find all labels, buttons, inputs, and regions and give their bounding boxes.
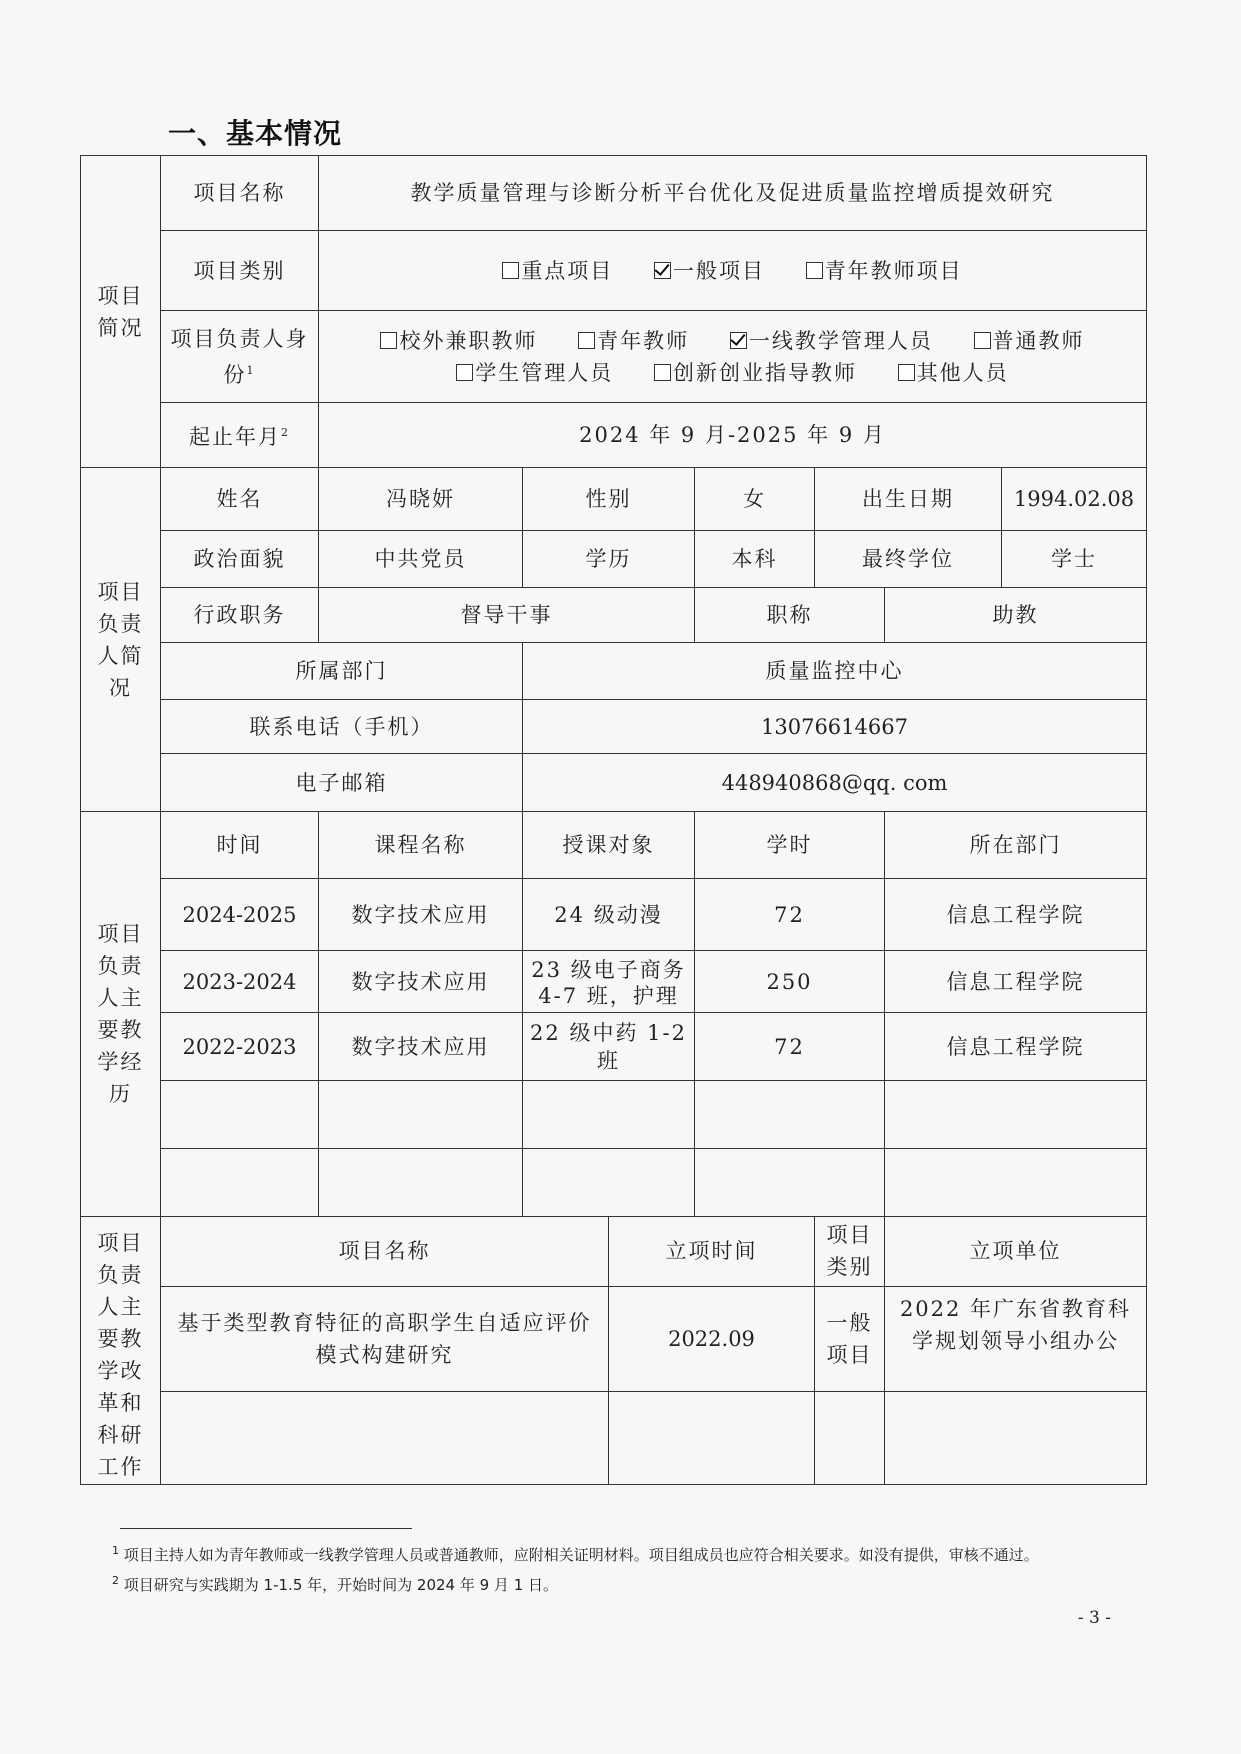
checkbox-empty-icon [898, 364, 915, 381]
teaching-header-time: 时间 [161, 812, 319, 879]
teaching-cell: 数字技术应用 [319, 1013, 523, 1081]
page-number: - 3 - [1077, 1608, 1111, 1628]
checkbox-empty-icon [456, 364, 473, 381]
teaching-cell: 2022-2023 [161, 1013, 319, 1081]
section-label-project-summary: 项目简况 [81, 156, 161, 468]
checkbox-checked-icon [730, 332, 747, 349]
teaching-cell: 信息工程学院 [885, 879, 1147, 951]
teaching-cell: 72 [695, 1013, 885, 1081]
category-option-general[interactable]: 一般项目 [654, 255, 765, 287]
section-label-reform-research: 项目负责人主要教学改革和科研工作 [81, 1217, 161, 1485]
table-row [81, 1286, 1147, 1392]
checkbox-empty-icon [380, 332, 397, 349]
table-row-empty [81, 1149, 1147, 1217]
research-cell: 一般项目 [815, 1286, 885, 1392]
email-label: 电子邮箱 [161, 754, 523, 812]
research-header-date: 立项时间 [609, 1217, 815, 1287]
teaching-cell: 数字技术应用 [319, 879, 523, 951]
section-heading: 一、基本情况 [168, 117, 343, 150]
research-header-unit: 立项单位 [885, 1217, 1147, 1287]
leader-gender-value: 女 [695, 468, 815, 531]
table-row [81, 951, 1147, 1013]
identity-option-frontline-admin[interactable]: 一线教学管理人员 [730, 325, 933, 357]
political-value: 中共党员 [319, 531, 523, 588]
period-value: 2024 年 9 月-2025 年 9 月 [319, 403, 1147, 468]
identity-option-external[interactable]: 校外兼职教师 [380, 325, 537, 357]
teaching-cell: 2023-2024 [161, 951, 319, 1013]
footnotes [112, 1538, 1122, 1598]
leader-name-value: 冯晓妍 [319, 468, 523, 531]
phone-value: 13076614667 [523, 700, 1147, 754]
leader-birth-label: 出生日期 [815, 468, 1002, 531]
teaching-header-audience: 授课对象 [523, 812, 695, 879]
teaching-header-hours: 学时 [695, 812, 885, 879]
section-label-leader-summary: 项目负责人简况 [81, 468, 161, 812]
identity-label: 项目负责人身份$^1$ [161, 311, 319, 403]
table-row-empty [81, 1081, 1147, 1149]
research-cell: 2022.09 [609, 1286, 815, 1392]
period-label: 起止年月$^2$ [161, 403, 319, 468]
table-row [81, 1013, 1147, 1081]
leader-gender-label: 性别 [523, 468, 695, 531]
basic-info-form [80, 155, 1147, 1485]
professional-title-value: 助教 [885, 588, 1147, 643]
category-option-key[interactable]: 重点项目 [502, 255, 613, 287]
teaching-cell: 2024-2025 [161, 879, 319, 951]
research-header-category: 项目类别 [815, 1217, 885, 1287]
identity-option-young[interactable]: 青年教师 [578, 325, 689, 357]
research-header-name: 项目名称 [161, 1217, 609, 1287]
leader-birth-value: 1994.02.08 [1002, 468, 1147, 531]
teaching-cell: 信息工程学院 [885, 951, 1147, 1013]
teaching-cell: 72 [695, 879, 885, 951]
checkbox-empty-icon [974, 332, 991, 349]
department-value: 质量监控中心 [523, 643, 1147, 700]
admin-position-label: 行政职务 [161, 588, 319, 643]
teaching-cell: 250 [695, 951, 885, 1013]
email-value: 448940868@qq. com [523, 754, 1147, 812]
project-name-value: 教学质量管理与诊断分析平台优化及促进质量监控增质提效研究 [319, 156, 1147, 231]
footnote-divider [120, 1528, 412, 1529]
identity-option-innovation[interactable]: 创新创业指导教师 [654, 357, 857, 389]
teaching-header-course: 课程名称 [319, 812, 523, 879]
education-label: 学历 [523, 531, 695, 588]
footnote-2: $^2$ 项目研究与实践期为 1-1.5 年，开始时间为 2024 年 9 月 1 日。 [112, 1574, 558, 1594]
political-label: 政治面貌 [161, 531, 319, 588]
phone-label: 联系电话（手机） [161, 700, 523, 754]
department-label: 所属部门 [161, 643, 523, 700]
education-value: 本科 [695, 531, 815, 588]
table-row [81, 879, 1147, 951]
checkbox-empty-icon [654, 364, 671, 381]
project-category-options [319, 231, 1147, 311]
footnote-1: $^1$ 项目主持人如为青年教师或一线教学管理人员或普通教师，应附相关证明材料。项目组成员也应符合相关要求。如没有提供，审核不通过。 [112, 1544, 1039, 1564]
identity-option-regular[interactable]: 普通教师 [974, 325, 1085, 357]
research-cell: 2022 年广东省教育科学规划领导小组办公 [885, 1286, 1147, 1392]
identity-option-student-admin[interactable]: 学生管理人员 [456, 357, 613, 389]
checkbox-checked-icon [654, 262, 671, 279]
teaching-cell: 数字技术应用 [319, 951, 523, 1013]
project-name-label: 项目名称 [161, 156, 319, 231]
teaching-cell: 22 级中药 1-2 班 [523, 1013, 695, 1081]
checkbox-empty-icon [502, 262, 519, 279]
teaching-cell: 信息工程学院 [885, 1013, 1147, 1081]
leader-name-label: 姓名 [161, 468, 319, 531]
identity-options [319, 311, 1147, 403]
teaching-cell: 23 级电子商务 4-7 班，护理 [523, 951, 695, 1013]
professional-title-label: 职称 [695, 588, 885, 643]
teaching-cell: 24 级动漫 [523, 879, 695, 951]
teaching-header-dept: 所在部门 [885, 812, 1147, 879]
degree-label: 最终学位 [815, 531, 1002, 588]
research-cell: 基于类型教育特征的高职学生自适应评价模式构建研究 [161, 1286, 609, 1392]
table-row-empty [81, 1392, 1147, 1485]
admin-position-value: 督导干事 [319, 588, 695, 643]
section-label-teaching-experience: 项目负责人主要教学经历 [81, 812, 161, 1217]
identity-option-other[interactable]: 其他人员 [898, 357, 1009, 389]
checkbox-empty-icon [806, 262, 823, 279]
degree-value: 学士 [1002, 531, 1147, 588]
category-option-young-teacher[interactable]: 青年教师项目 [806, 255, 963, 287]
project-category-label: 项目类别 [161, 231, 319, 311]
checkbox-empty-icon [578, 332, 595, 349]
